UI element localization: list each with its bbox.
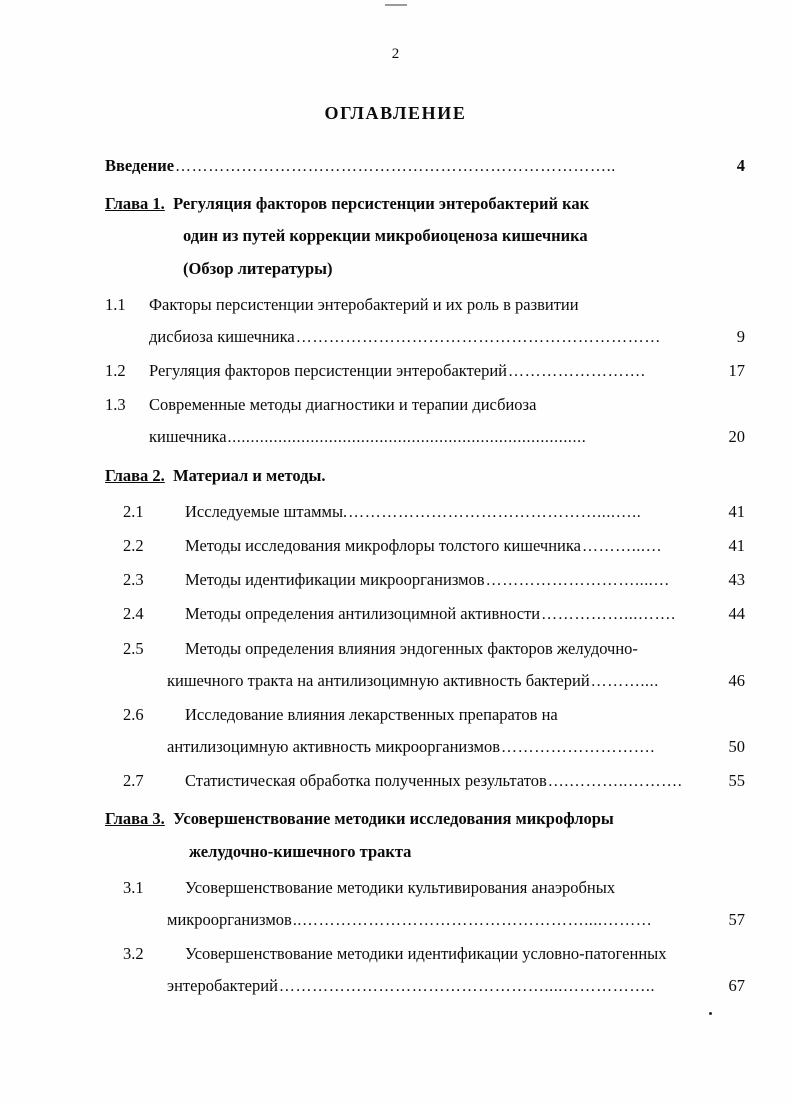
toc-item-2-5 [105, 633, 745, 697]
toc-item-2-2 [105, 530, 745, 562]
toc-chapter-1-title-line-1: Регуляция факторов персистенции энтеробактерий как [173, 194, 590, 214]
toc-item-2-4-number: 2.4 [123, 604, 144, 624]
toc-item-2-5-number: 2.5 [123, 638, 144, 658]
toc-item-2-6-line-1: Исследование влияния лекарственных препаратов на [185, 704, 558, 724]
toc-chapter-1-title-line-3: (Обзор литературы) [183, 258, 333, 278]
toc-item-2-7-page: 55 [728, 771, 745, 791]
toc-chapter-2-label: Глава 2. [105, 465, 165, 485]
toc-item-2-7-dots: ….………..………. [547, 773, 683, 791]
toc-item-2-4-dots: ……………...……. [541, 606, 676, 624]
toc-item-1-3-number: 1.3 [105, 395, 126, 415]
toc-item-2-1-dots: ………………………………………....….. [348, 503, 642, 521]
toc-item-3-1-page: 57 [728, 909, 745, 929]
toc-entry-intro [105, 150, 745, 182]
toc-item-1-1-line-2: дисбиоза кишечника [149, 326, 295, 346]
scan-artifact-dot [709, 1012, 712, 1015]
toc-item-2-2-dots: ………...… [581, 537, 663, 555]
toc-item-2-2-line-1: Методы исследования микрофлоры толстого кишечника [185, 535, 581, 555]
toc-item-1-3 [105, 389, 745, 453]
toc-chapter-2-title-line-1: Материал и методы. [173, 465, 326, 485]
toc-item-1-2-number: 1.2 [105, 361, 126, 381]
toc-item-2-4-page: 44 [728, 604, 745, 624]
toc-item-2-2-page: 41 [728, 535, 745, 555]
toc-intro-dots: …………………………………………………………………….. [175, 158, 616, 175]
toc-item-2-7 [105, 765, 745, 797]
toc-chapter-3 [105, 803, 745, 867]
toc-item-1-2-page: 17 [728, 361, 745, 381]
toc-item-3-2-page: 67 [728, 976, 745, 996]
toc-item-2-4-line-1: Методы определения антилизоцимной активности [185, 604, 541, 624]
scan-artifact-mark [385, 4, 407, 6]
toc-item-1-3-line-2: кишечника [149, 427, 227, 447]
toc-item-2-6-dots: ………………………. [501, 739, 655, 757]
toc-item-2-1 [105, 496, 745, 528]
toc-item-3-1-number: 3.1 [123, 877, 144, 897]
page-title: ОГЛАВЛЕНИЕ [324, 103, 467, 123]
toc-item-1-3-line-1: Современные методы диагностики и терапии дисбиоза [149, 395, 537, 415]
toc-item-2-3-number: 2.3 [123, 570, 144, 590]
toc-item-2-6 [105, 699, 745, 763]
toc-item-2-1-number: 2.1 [123, 501, 144, 521]
toc-item-2-5-page: 46 [728, 670, 745, 690]
toc-item-2-5-line-2: кишечного тракта на антилизоцимную активность бактерий [167, 670, 590, 690]
toc-chapter-3-title-line-2: желудочно-кишечного тракта [189, 841, 412, 861]
toc-item-3-1 [105, 872, 745, 936]
toc-item-2-3-dots: ………………………....… [485, 572, 671, 590]
toc-item-1-3-dots: .............................................................................. [227, 429, 587, 447]
toc-item-2-4 [105, 598, 745, 630]
toc-item-1-2 [105, 355, 745, 387]
toc-chapter-3-label: Глава 3. [105, 809, 165, 829]
toc-item-1-2-dots: ……………………. [508, 363, 646, 381]
toc-item-2-6-page: 50 [728, 737, 745, 757]
toc-item-2-1-page: 41 [728, 501, 745, 521]
toc-item-3-2-line-2: энтеробактерий [167, 976, 278, 996]
toc-chapter-2 [105, 460, 745, 492]
toc-item-3-2-line-1: Усовершенствование методики идентификации условно-патогенных [185, 944, 667, 964]
toc-item-2-5-line-1: Методы определения влияния эндогенных факторов желудочно- [185, 638, 638, 658]
toc-item-3-2-dots: …………………………………………....…………….. [278, 978, 656, 996]
toc-item-2-2-number: 2.2 [123, 535, 144, 555]
toc-item-2-7-line-1: Статистическая обработка полученных результатов [185, 771, 547, 791]
toc-item-1-1 [105, 289, 745, 353]
toc-chapter-1-title-line-2: один из путей коррекции микробиоценоза кишечника [183, 226, 588, 246]
toc-item-1-2-line-1: Регуляция факторов персистенции энтеробактерий [149, 361, 508, 381]
toc-item-1-3-page: 20 [728, 427, 745, 447]
toc-item-2-3-line-1: Методы идентификации микроорганизмов [185, 570, 485, 590]
toc-item-1-1-dots: ………………………………………………………… [295, 328, 661, 346]
toc-item-2-1-line-1: Исследуемые штаммы. [185, 501, 348, 521]
toc-item-2-3-page: 43 [728, 570, 745, 590]
toc-chapter-1-label: Глава 1. [105, 194, 165, 214]
toc-item-1-1-page: 9 [736, 326, 745, 346]
toc-item-2-6-line-2: антилизоцимную активность микроорганизмов [167, 737, 500, 757]
toc-item-3-1-line-1: Усовершенствование методики культивирования анаэробных [185, 877, 616, 897]
toc-item-2-7-number: 2.7 [123, 771, 144, 791]
toc-item-3-1-line-2: микроорганизмов [167, 909, 292, 929]
toc-item-3-2 [105, 938, 745, 1002]
toc-intro-label: Введение [105, 156, 175, 175]
toc-chapter-1 [105, 188, 745, 285]
toc-item-3-2-number: 3.2 [123, 944, 144, 964]
page-number: 2 [391, 46, 400, 62]
toc-chapter-3-title-line-1: Усовершенствование методики исследования микрофлоры [173, 809, 614, 829]
toc-item-1-1-line-1: Факторы персистенции энтеробактерий и их роль в развитии [149, 294, 579, 314]
toc-item-1-1-number: 1.1 [105, 294, 126, 314]
toc-item-2-6-number: 2.6 [123, 704, 144, 724]
table-of-contents [105, 150, 745, 1005]
toc-item-3-1-dots: ..……………………………………………....……… [292, 911, 653, 929]
toc-intro-page: 4 [736, 156, 745, 175]
toc-item-2-3 [105, 564, 745, 596]
toc-item-2-5-dots: ……….... [590, 672, 659, 690]
